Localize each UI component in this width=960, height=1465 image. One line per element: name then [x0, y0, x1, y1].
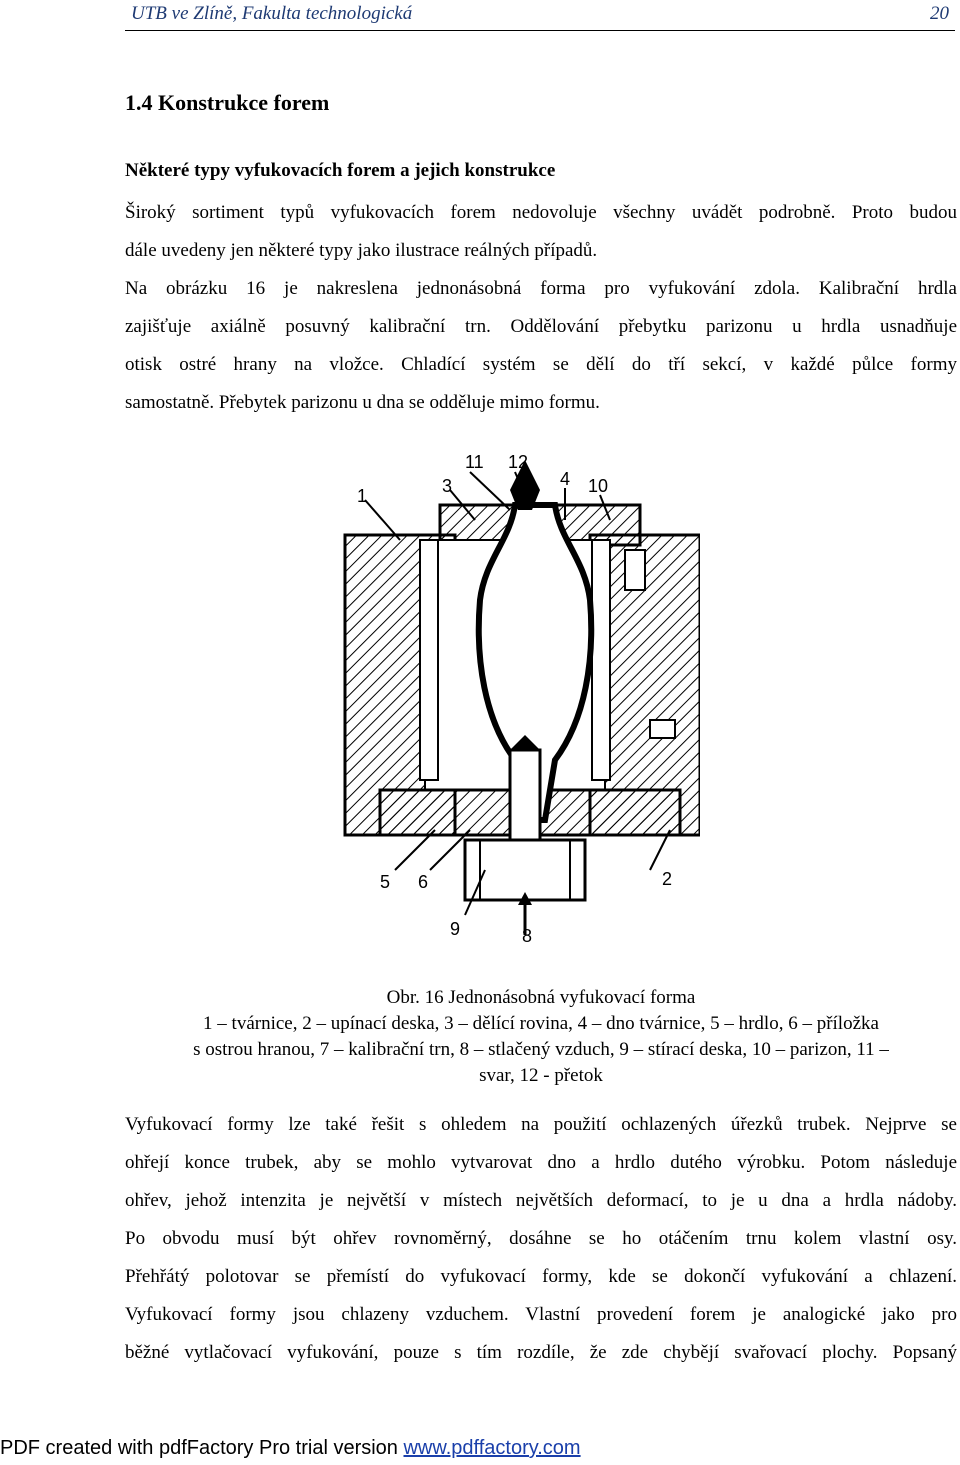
paragraph-line: samostatně. Přebytek parizonu u dna se odděluje mimo formu. — [125, 392, 600, 413]
pdffactory-link[interactable]: www.pdffactory.com — [403, 1437, 581, 1459]
figure-label: 11 — [465, 452, 484, 472]
figure-label: 10 — [588, 476, 609, 496]
paragraph-line: běžné vytlačovací vyfukování, pouze s tím rozdíle, že zde chybějí svařovací plochy. Popsaný — [125, 1342, 957, 1363]
mold-drawing — [270, 430, 700, 950]
figure-caption-line: svar, 12 - přetok — [479, 1065, 603, 1086]
figure-label: 2 — [662, 869, 673, 889]
page-number: 20 — [930, 3, 949, 24]
paragraph-line: ohřejí konce trubek, aby se mohlo vytvarovat dno a hrdlo dutého výrobku. Potom následuje — [125, 1152, 957, 1173]
figure-label: 1 — [357, 486, 368, 506]
mold-cross-section-figure — [270, 430, 700, 950]
paragraph-line: zajišťuje axiálně posuvný kalibrační trn. Oddělování přebytku parizonu u hrdla usnadňuje — [125, 316, 957, 337]
figure-caption-line: s ostrou hranou, 7 – kalibrační trn, 8 – stlačený vzduch, 9 – stírací deska, 10 – parizon, 11 – — [193, 1039, 889, 1060]
paragraph-line: Přehřátý polotovar se přemístí do vyfukovací formy, kde se dokončí vyfukování a chlazení. — [125, 1266, 957, 1287]
paragraph-line: otisk ostré hrany na vložce. Chladící systém se dělí do tří sekcí, v každé půlce formy — [125, 354, 957, 375]
paragraph-molds — [125, 1106, 957, 1372]
figure-label: 6 — [418, 872, 429, 892]
paragraph-line: Po obvodu musí být ohřev rovnoměrný, dosáhne se ho otáčením trnu kolem vlastní osy. — [125, 1228, 957, 1249]
footer-text: PDF created with pdfFactory Pro trial version — [0, 1437, 404, 1459]
figure-label: 3 — [442, 476, 453, 496]
paragraph-line: ohřev, jehož intenzita je největší v místech největších deformací, to je u dna a hrdla nádoby. — [125, 1190, 957, 1211]
paragraph-intro — [125, 194, 957, 422]
figure-label: 9 — [450, 919, 461, 939]
paragraph-line: dále uvedeny jen některé typy jako ilustrace reálných případů. — [125, 240, 598, 261]
section-title: 1.4 Konstrukce forem — [125, 90, 330, 115]
figure-label: 8 — [522, 926, 533, 946]
subsection-title: Některé typy vyfukovacích forem a jejich konstrukce — [125, 160, 556, 181]
paragraph-line: Vyfukovací formy lze také řešit s ohledem na použití ochlazených úřezků trubek. Nejprve se — [125, 1114, 957, 1135]
figure-caption-title: Obr. 16 Jednonásobná vyfukovací forma — [386, 987, 696, 1008]
figure-label: 5 — [380, 872, 391, 892]
figure-label: 12 — [508, 452, 529, 472]
figure-label: 4 — [560, 469, 571, 489]
paragraph-line: Vyfukovací formy jsou chlazeny vzduchem. Vlastní provedení forem je analogické jako pro — [125, 1304, 957, 1325]
header-institution: UTB ve Zlíně, Fakulta technologická — [131, 3, 413, 24]
figure-caption-line: 1 – tvárnice, 2 – upínací deska, 3 – dělící rovina, 4 – dno tvárnice, 5 – hrdlo, 6 – příložka — [203, 1013, 879, 1034]
page-header — [125, 0, 955, 31]
paragraph-line: Na obrázku 16 je nakreslena jednonásobná forma pro vyfukování zdola. Kalibrační hrdla — [125, 278, 957, 299]
paragraph-line: Široký sortiment typů vyfukovacích forem nedovoluje všechny uvádět podrobně. Proto budou — [125, 202, 957, 223]
pdf-footer — [0, 1437, 581, 1460]
